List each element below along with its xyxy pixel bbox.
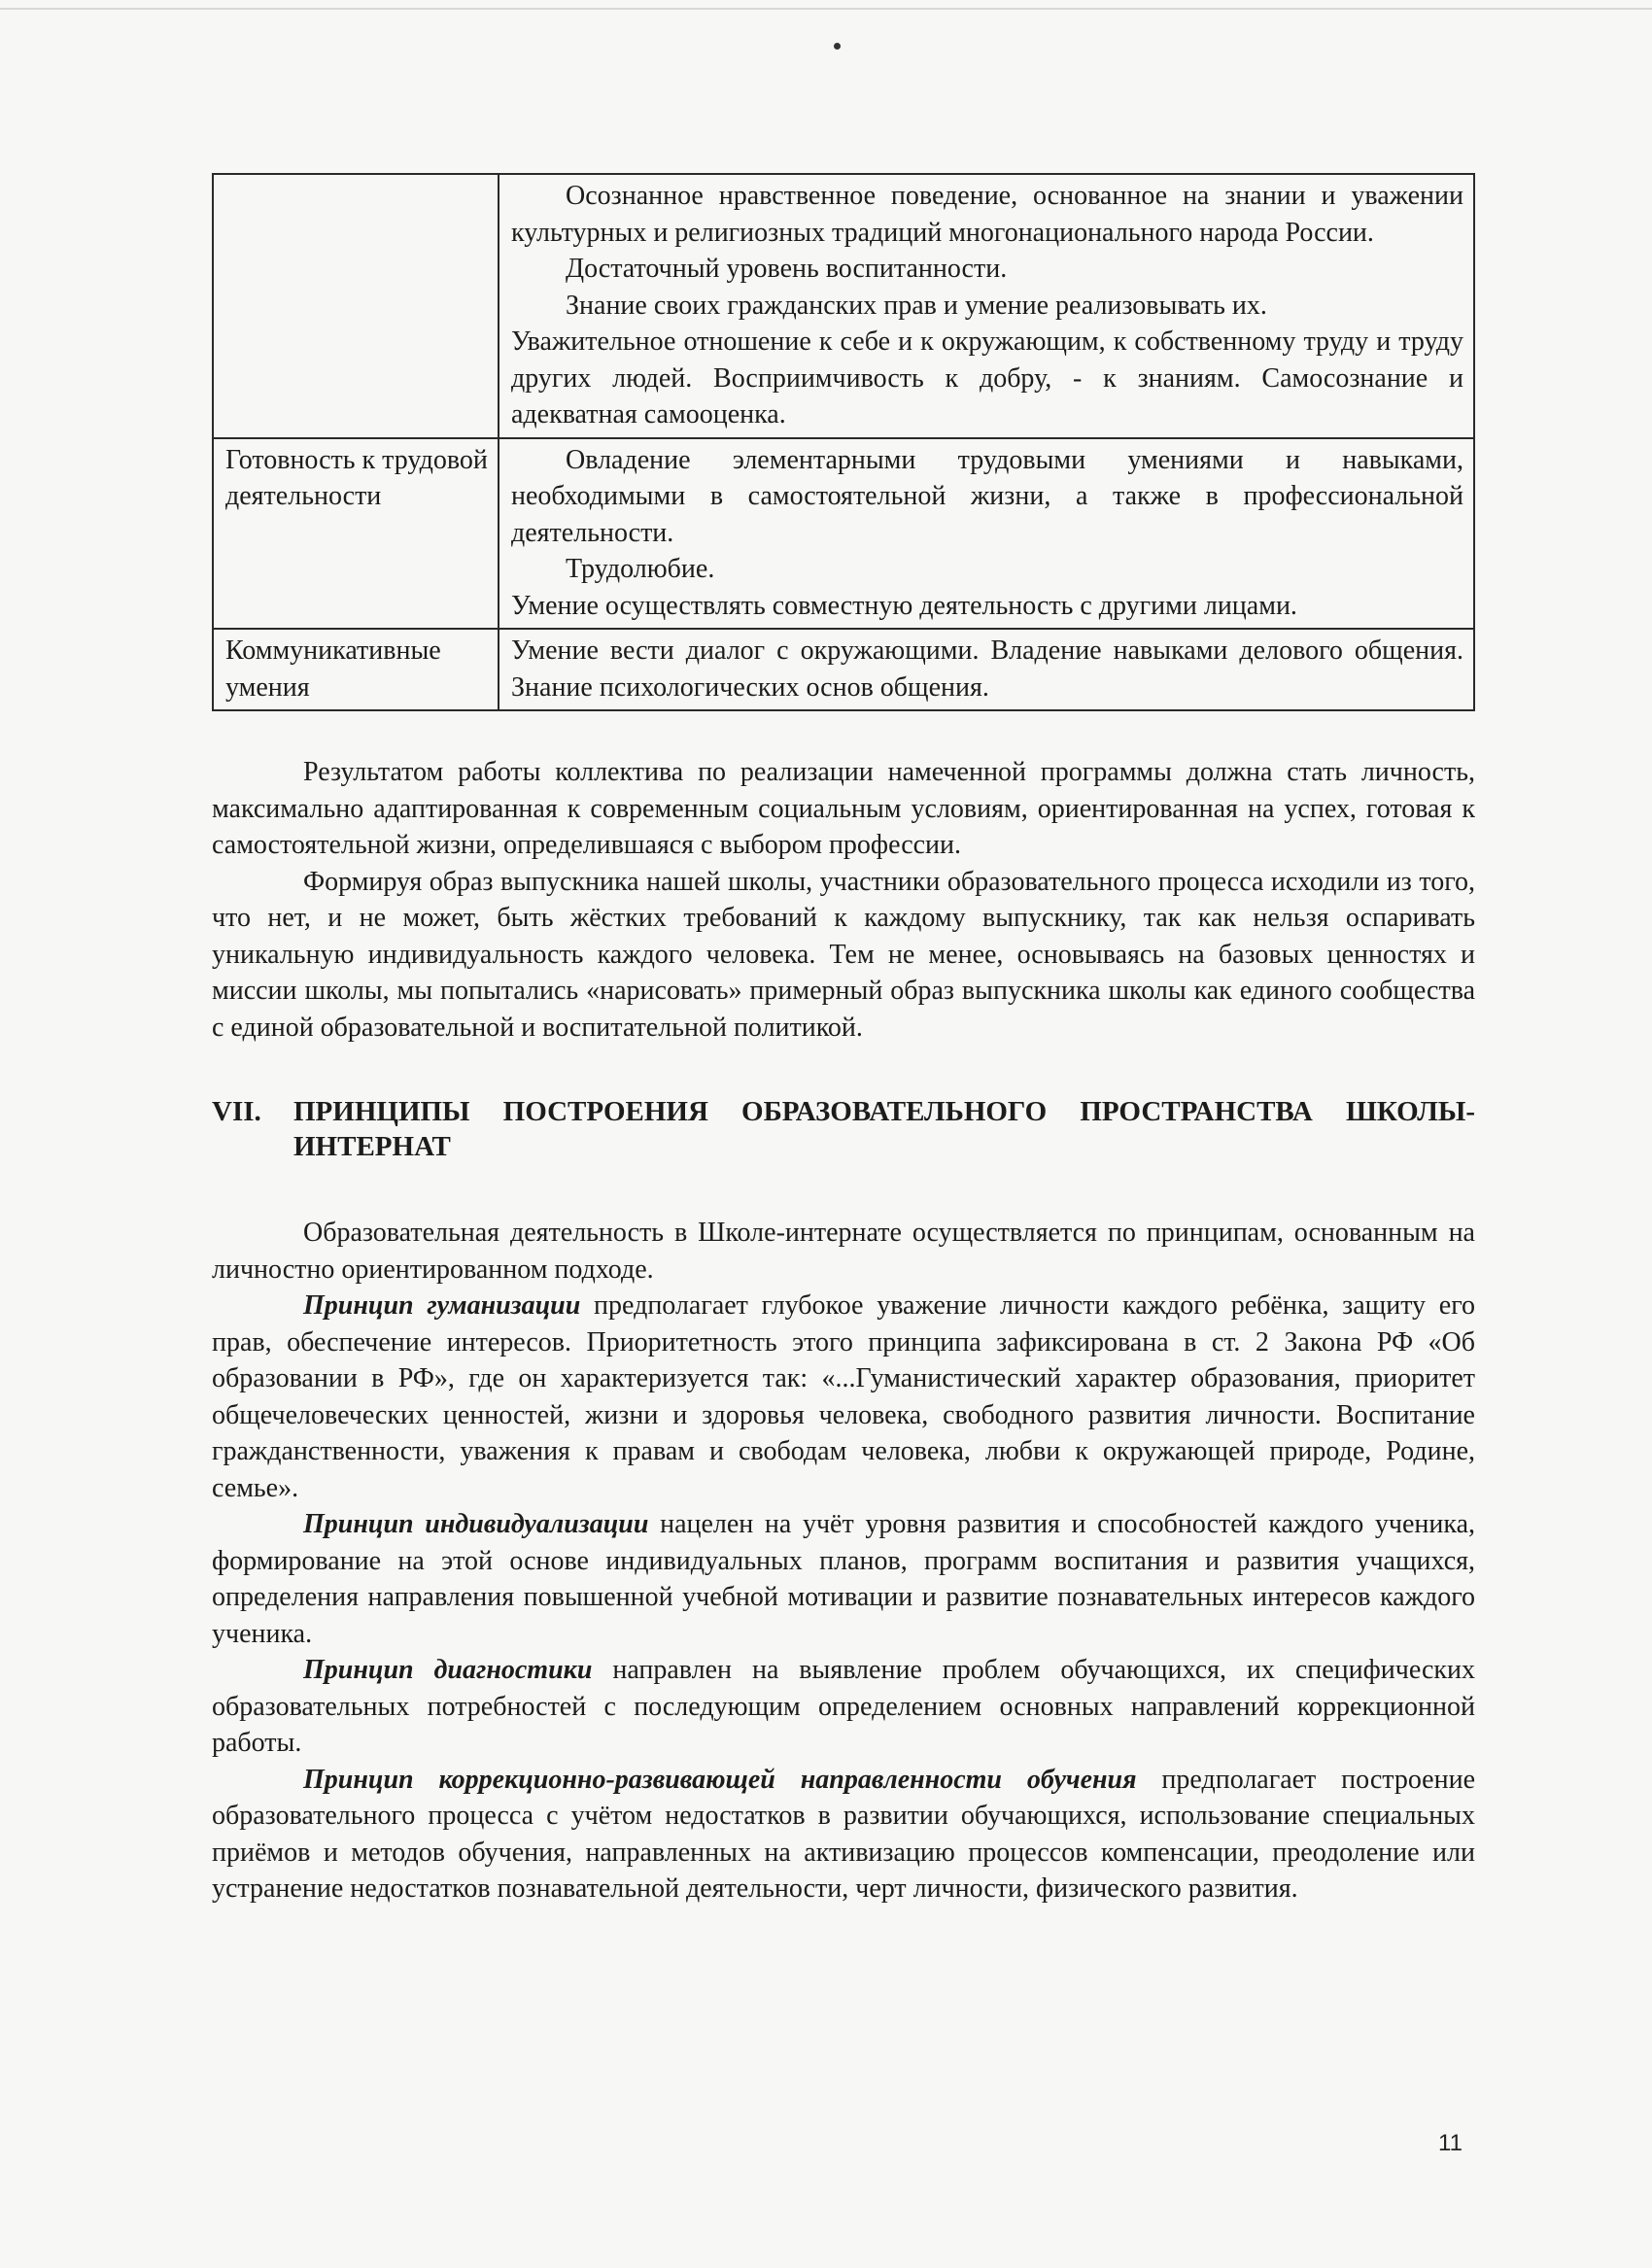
body-paragraph: Результатом работы коллектива по реализации намеченной программы должна стать личность, максимально адаптированная к современным социальным условиям, ориентированная на успех, готовая к самостоятельной жизни, определившаяся с выбором профессии. [212, 757, 1475, 860]
table-content-cell [499, 629, 1474, 710]
principle-term: Принцип коррекционно-развивающей направленности обучения [303, 1764, 1137, 1795]
scan-artifact-dot [834, 43, 841, 50]
table-criterion-cell: Готовность к трудовой деятельности [213, 438, 499, 630]
table-cell-paragraph: Умение вести диалог с окружающими. Владение навыками делового общения. Знание психологических основ общения. [511, 636, 1463, 703]
section-title: ПРИНЦИПЫ ПОСТРОЕНИЯ ОБРАЗОВАТЕЛЬНОГО ПРОСТРАНСТВА ШКОЛЫ-ИНТЕРНАТ [293, 1096, 1475, 1162]
intro-text [212, 754, 1475, 1046]
principle-text: нацелен на учёт уровня развития и способностей каждого ученика, формирование на этой основе индивидуальных планов, программ воспитания и развития учащихся, определения направления повышенной учебной мотивации и развитие познавательных интересов каждого ученика. [212, 1509, 1476, 1649]
table-content-cell [499, 438, 1474, 630]
principle-term: Принцип гуманизации [303, 1290, 581, 1321]
principle-term: Принцип диагностики [303, 1655, 593, 1685]
table-cell-paragraph: Умение осуществлять совместную деятельность с другими лицами. [511, 590, 1297, 621]
page-number: 11 [1438, 2130, 1463, 2156]
graduate-model-table [212, 173, 1475, 711]
table-content-cell [499, 174, 1474, 438]
principle-paragraph [212, 1652, 1475, 1762]
principle-text: предполагает глубокое уважение личности каждого ребёнка, защиту его прав, обеспечение интересов. Приоритетность этого принципа зафиксирована в ст. 2 Закона РФ «Об образовании в РФ», где он характеризуется так: «...Гуманистический характер образования, приоритет общечеловеческих ценностей, жизни и здоровья человека, свободного развития личности. Воспитание гражданственности, уважения к правам и свободам человека, любви к окружающей природе, Родине, семье». [212, 1290, 1475, 1503]
principle-text: направлен на выявление проблем обучающихся, их специфических образовательных потребностей с последующим определением основных направлений коррекционной работы. [212, 1655, 1475, 1758]
principle-paragraph [212, 1288, 1475, 1506]
principle-text: предполагает построение образовательного процесса с учётом недостатков в развитии обучающихся, использование специальных приёмов и методов обучения, направленных на активизацию процессов компенсации, преодоление или устранение недостатков познавательной деятельности, черт личности, физического развития. [212, 1764, 1476, 1904]
table-row [213, 438, 1474, 630]
table-criterion-cell [213, 174, 499, 438]
scan-top-edge [0, 8, 1652, 10]
table-cell-paragraph: Уважительное отношение к себе и к окружающим, к собственному труду и труду других людей. Восприимчивость к добру, - к знаниям. Самосознание и адекватная самооценка. [511, 326, 1463, 430]
table-cell-paragraph: Осознанное нравственное поведение, основанное на знании и уважении культурных и религиозных традиций многонационального народа России. [511, 181, 1463, 248]
table-row [213, 629, 1474, 710]
section-heading [212, 1094, 1475, 1164]
table-criterion-cell: Коммуникативные умения [213, 629, 499, 710]
table-cell-paragraph: Овладение элементарными трудовыми умениями и навыками, необходимыми в самостоятельной жизни, а также в профессиональной деятельности. [511, 444, 1463, 548]
principle-paragraph [212, 1762, 1475, 1907]
principle-term: Принцип индивидуализации [303, 1509, 649, 1539]
principle-paragraph [212, 1506, 1475, 1652]
principles-text [212, 1215, 1475, 1907]
table-cell-paragraph: Достаточный уровень воспитанности. [566, 254, 1008, 284]
table-cell-paragraph: Трудолюбие. [566, 554, 715, 584]
table-cell-paragraph: Знание своих гражданских прав и умение реализовывать их. [566, 290, 1267, 321]
document-page [212, 173, 1475, 1907]
principle-paragraph [212, 1215, 1475, 1288]
table-row [213, 174, 1474, 438]
section-number: VII. [212, 1096, 261, 1127]
principle-text: Образовательная деятельность в Школе-интернате осуществляется по принципам, основанным на личностно ориентированном подходе. [212, 1218, 1475, 1285]
body-paragraph: Формируя образ выпускника нашей школы, участники образовательного процесса исходили из того, что нет, и не может, быть жёстких требований к каждому выпускнику, так как нельзя оспаривать уникальную индивидуальность каждого человека. Тем не менее, основываясь на базовых ценностях и миссии школы, мы попытались «нарисовать» примерный образ выпускника школы как единого сообщества с единой образовательной и воспитательной политикой. [212, 866, 1475, 1043]
